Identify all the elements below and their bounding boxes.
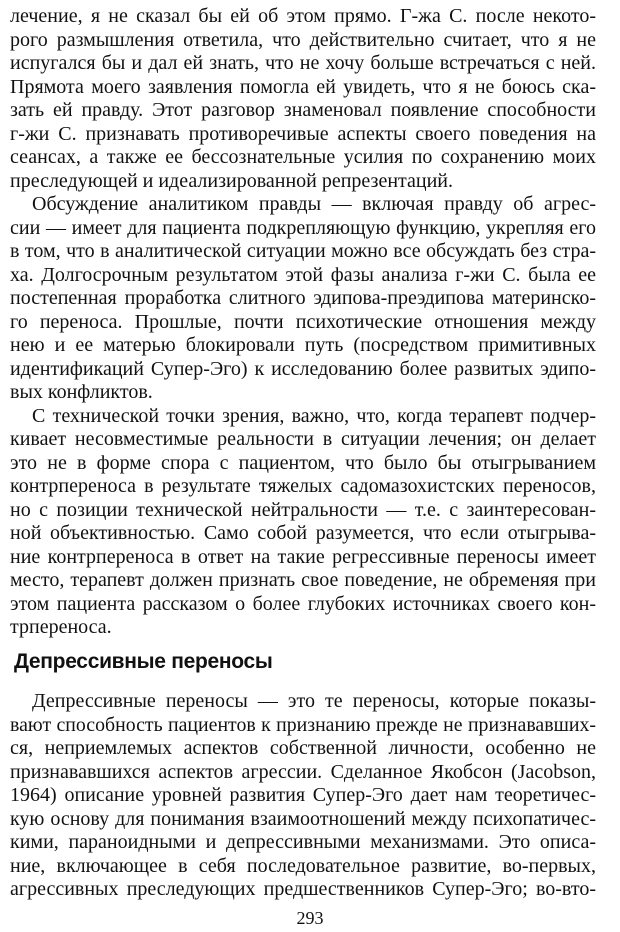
text-line: признававшихся аспектов агрессии. Сделанное Якобсон (Jacobson, (10, 760, 596, 783)
text-line: лечение, я не сказал бы ей об этом прямо. Г-жа С. после некото- (10, 5, 596, 27)
text-line: ся, неприемлемых аспектов собственной личности, особенно не (10, 737, 596, 759)
text-line: испугался бы и дал ей знать, что не хочу больше встречаться с ней. (10, 52, 596, 74)
text-line: ной объективностью. Само собой разумеется, что если отыгрыва- (10, 522, 596, 544)
text-line: преследующей и идеализированной репрезентаций. (10, 169, 454, 192)
text-line: агрессивных преследующих предшественников Супер-Эго; во-вто- (10, 878, 596, 900)
text-line: контрпереноса в результате тяжелых садомазохистских переносов, (10, 475, 596, 497)
text-line: кивает несовместимые реальности в ситуации лечения; он делает (10, 428, 596, 450)
text-line: кими, параноидными и депрессивными механизмами. Это описа- (10, 831, 596, 853)
text-line: 1964) описание уровней развития Супер-Эго дает нам теоретичес- (10, 784, 596, 806)
text-line: С технической точки зрения, важно, что, когда терапевт подчер- (32, 404, 596, 427)
text-line: сеансах, а также ее бессознательные усилия по сохранению моих (10, 146, 596, 168)
text-line: сии — имеет для пациента подкрепляющую функцию, укрепляя его (10, 216, 596, 239)
text-line: в том, что в аналитической ситуации можно все обсуждать без стра- (10, 240, 596, 262)
text-line: это не в форме спора с пациентом, что было бы отыгрыванием (10, 451, 596, 474)
text-line: вых конфликтов. (10, 381, 153, 403)
text-line: ние, включающее в себя последовательное развитие, во-первых, (10, 854, 596, 877)
text-line: постепенная проработка слитного эдипова-преэдипова материнско- (10, 287, 596, 309)
text-line: но с позиции технической нейтральности — т.е. с заинтересован- (10, 498, 596, 521)
body-text-section-1 (10, 5, 596, 640)
text-line: трпереноса. (10, 616, 112, 638)
text-line: Депрессивные переносы — это те переносы, которые показы- (32, 690, 596, 712)
text-line: Обсуждение аналитиком правды — включая правду об агрес- (32, 193, 596, 215)
text-line: ха. Долгосрочным результатом этой фазы анализа г-жи С. была ее (10, 263, 596, 286)
text-line: г-жи С. признавать противоречивые аспекты своего поведения на (10, 122, 596, 145)
body-text-section-2 (10, 690, 596, 902)
text-line: кую основу для понимания взаимоотношений между психопатичес- (10, 807, 596, 830)
text-line: место, терапевт должен признать свое поведение, не обременяя при (10, 569, 596, 591)
text-line: рого размышления ответила, что действительно считает, что я не (10, 28, 596, 51)
text-line: вают способность пациентов к признанию прежде не признававших- (10, 713, 596, 736)
section-heading: Депрессивные переносы (14, 650, 273, 673)
text-line: го переноса. Прошлые, почти психотические отношения между (10, 310, 596, 333)
text-line: идентификаций Супер-Эго) к исследованию более развитых эдипо- (10, 357, 596, 380)
text-line: нею и ее матерью блокировали путь (посредством примитивных (10, 334, 596, 356)
page-number: 293 (296, 908, 324, 928)
text-line: зать ей правду. Этот разговор знаменовал появление способности (10, 99, 596, 121)
text-line: ние контрпереноса в ответ на такие регрессивные переносы имеет (10, 545, 596, 568)
text-line: этом пациента рассказом о более глубоких источниках своего кон- (10, 592, 596, 615)
text-line: Прямота моего заявления помогла ей увидеть, что я не боюсь ска- (10, 75, 596, 98)
